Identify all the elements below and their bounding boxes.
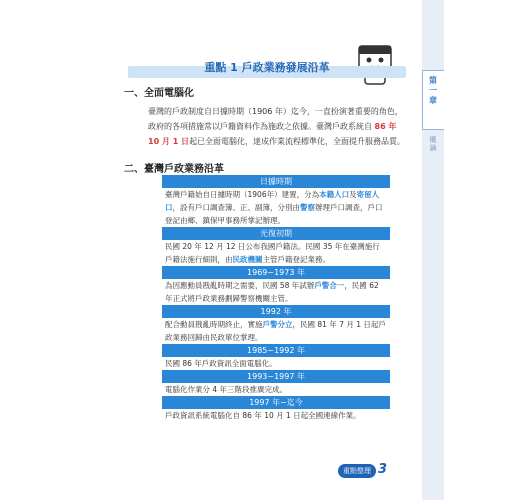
highlight-term: 民政機關 bbox=[232, 255, 263, 264]
heading-computerization: 一、全面電腦化 bbox=[124, 88, 194, 99]
text-segment: 電腦化作業分 4 年三階段推廣完成。 bbox=[165, 385, 288, 394]
footer-label: 重點整理 bbox=[338, 464, 376, 478]
page-number: 3 bbox=[378, 462, 388, 477]
timeline-period-text bbox=[162, 357, 390, 370]
chapter-tab-label: 第一章 bbox=[429, 76, 437, 105]
para-text-before: 臺灣的戶政制度自日據時期（1906 年）迄今，一直扮演著重要的角色，政府的各項措施常以戶籍資料作為施政之依據。臺灣戶政系統自 bbox=[148, 107, 403, 131]
text-segment: 辦理戶口調查，戶口登記由鄉、鎮保甲事務所掌記辦理。 bbox=[165, 203, 383, 225]
text-segment: 臺灣戶籍始自日據時期（1906年）建置，分為 bbox=[165, 190, 320, 199]
timeline-table bbox=[162, 175, 390, 422]
text-segment: 戶政資訊系統電腦化自 86 年 10 月 1 日起全國連線作業。 bbox=[165, 411, 361, 420]
text-segment: 民國 20 年 12 月 12 日公布我國戶籍法。民國 35 年在臺灣施行戶籍法施行細則，由 bbox=[165, 242, 380, 264]
timeline-period-text bbox=[162, 188, 390, 227]
timeline-period-header: 1997 年~迄今 bbox=[162, 396, 390, 409]
timeline-period-header: 1993~1997 年 bbox=[162, 370, 390, 383]
heading-history: 二、臺灣戶政業務沿革 bbox=[124, 164, 224, 175]
highlight-term: 戶警合一 bbox=[314, 281, 345, 290]
para-text-highlight: 86 年 10 月 1 日 bbox=[148, 122, 397, 146]
chapter-sub-label: 概論 bbox=[429, 136, 437, 152]
text-segment: ，民國 62 年正式將戶政業務劃歸警察機關主管。 bbox=[165, 281, 379, 303]
text-segment: 民國 86 年戶政資訊全面電腦化。 bbox=[165, 359, 277, 368]
text-segment: 配合動員戡亂時期終止，實施 bbox=[165, 320, 263, 329]
text-segment: ，民國 81 年 7 月 1 日起戶政業務回歸由民政單位掌理。 bbox=[165, 320, 386, 342]
highlight-term: 警察 bbox=[300, 203, 315, 212]
timeline-period-header: 1992 年 bbox=[162, 305, 390, 318]
timeline-period-text bbox=[162, 318, 390, 344]
timeline-period-text bbox=[162, 240, 390, 266]
highlight-term: 寄留人口 bbox=[165, 190, 380, 212]
timeline-period-header: 1969~1973 年 bbox=[162, 266, 390, 279]
timeline-period-header: 日據時期 bbox=[162, 175, 390, 188]
timeline-period-text bbox=[162, 279, 390, 305]
timeline-period-header: 光復初期 bbox=[162, 227, 390, 240]
highlight-term: 本籍人口 bbox=[319, 190, 350, 199]
section-title bbox=[128, 58, 406, 82]
timeline-period-text bbox=[162, 409, 390, 422]
para-text-after: 起已全面電腦化，達成作業流程標準化，全面提升服務品質。 bbox=[189, 137, 406, 146]
text-segment: ，設有戶口調查簿、正、副簿，分別由 bbox=[172, 203, 300, 212]
paragraph-computerization bbox=[148, 104, 410, 149]
text-segment: 主管戶籍登記業務。 bbox=[262, 255, 330, 264]
text-segment: 為因應動員戡亂時期之需要，民國 58 年試辦 bbox=[165, 281, 315, 290]
title-text: 重點 1 戶政業務發展沿革 bbox=[204, 61, 330, 74]
highlight-term: 戶警分立 bbox=[262, 320, 293, 329]
timeline-period-text bbox=[162, 383, 390, 396]
timeline-period-header: 1985~1992 年 bbox=[162, 344, 390, 357]
text-segment: 及 bbox=[349, 190, 357, 199]
